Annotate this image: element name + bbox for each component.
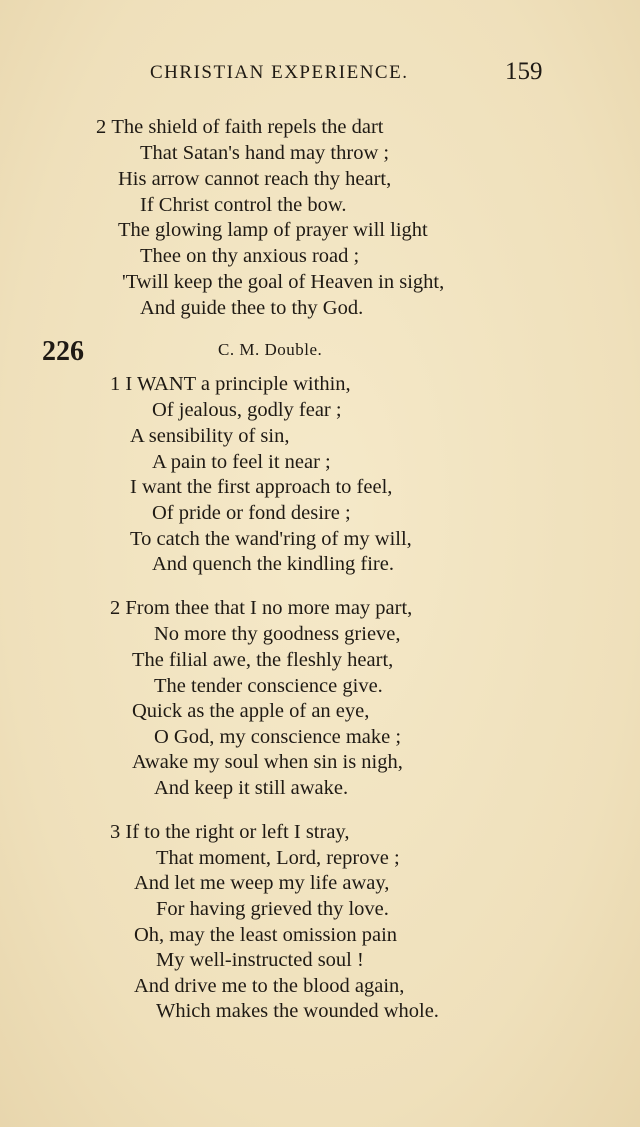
running-title: CHRISTIAN EXPERIENCE. bbox=[150, 62, 409, 83]
verse-line: Of pride or fond desire ; bbox=[152, 502, 351, 524]
verse-line: And guide thee to thy God. bbox=[140, 297, 364, 319]
verse-line: That moment, Lord, reprove ; bbox=[156, 847, 400, 869]
verse-line: 'Twill keep the goal of Heaven in sight, bbox=[122, 271, 445, 293]
verse-line: Oh, may the least omission pain bbox=[134, 924, 398, 946]
verse-line: O God, my conscience make ; bbox=[154, 726, 402, 748]
verse-line: 1 I WANT a principle within, bbox=[110, 373, 351, 395]
verse-line: Which makes the wounded whole. bbox=[156, 1000, 439, 1022]
verse-line: Thee on thy anxious road ; bbox=[140, 245, 360, 267]
verse-line: 2 From thee that I no more may part, bbox=[110, 597, 413, 619]
verse-line: I want the first approach to feel, bbox=[130, 476, 393, 498]
verse-line: 2 The shield of faith repels the dart bbox=[96, 116, 384, 138]
verse-line: A sensibility of sin, bbox=[130, 425, 290, 447]
verse-line: If Christ control the bow. bbox=[140, 194, 347, 216]
verse-line: To catch the wand'ring of my will, bbox=[130, 528, 412, 550]
verse-number: 2 bbox=[110, 597, 121, 619]
verse-line: 3 If to the right or left I stray, bbox=[110, 821, 350, 843]
verse-line: Awake my soul when sin is nigh, bbox=[132, 751, 403, 773]
verse-line: For having grieved thy love. bbox=[156, 898, 389, 920]
verse-line: The glowing lamp of prayer will light bbox=[118, 219, 428, 241]
verse-line: No more thy goodness grieve, bbox=[154, 623, 401, 645]
verse-line: My well-instructed soul ! bbox=[156, 949, 364, 971]
verse-number: 3 bbox=[110, 821, 121, 843]
verse-line: The tender conscience give. bbox=[154, 675, 383, 697]
verse-line: A pain to feel it near ; bbox=[152, 451, 331, 473]
page-number: 159 bbox=[505, 58, 543, 85]
verse-line: The filial awe, the fleshly heart, bbox=[132, 649, 394, 671]
verse-number: 2 bbox=[96, 116, 107, 138]
verse-line: And keep it still awake. bbox=[154, 777, 349, 799]
verse-line: Of jealous, godly fear ; bbox=[152, 399, 342, 421]
hymn-meter: C. M. Double. bbox=[218, 340, 323, 359]
verse-line: Quick as the apple of an eye, bbox=[132, 700, 370, 722]
verse-line: And quench the kindling fire. bbox=[152, 553, 394, 575]
verse-line: And drive me to the blood again, bbox=[134, 975, 405, 997]
verse-line: That Satan's hand may throw ; bbox=[140, 142, 390, 164]
verse-line: And let me weep my life away, bbox=[134, 872, 390, 894]
verse-line: His arrow cannot reach thy heart, bbox=[118, 168, 392, 190]
verse-number: 1 bbox=[110, 373, 121, 395]
hymn-number: 226 bbox=[42, 336, 84, 367]
